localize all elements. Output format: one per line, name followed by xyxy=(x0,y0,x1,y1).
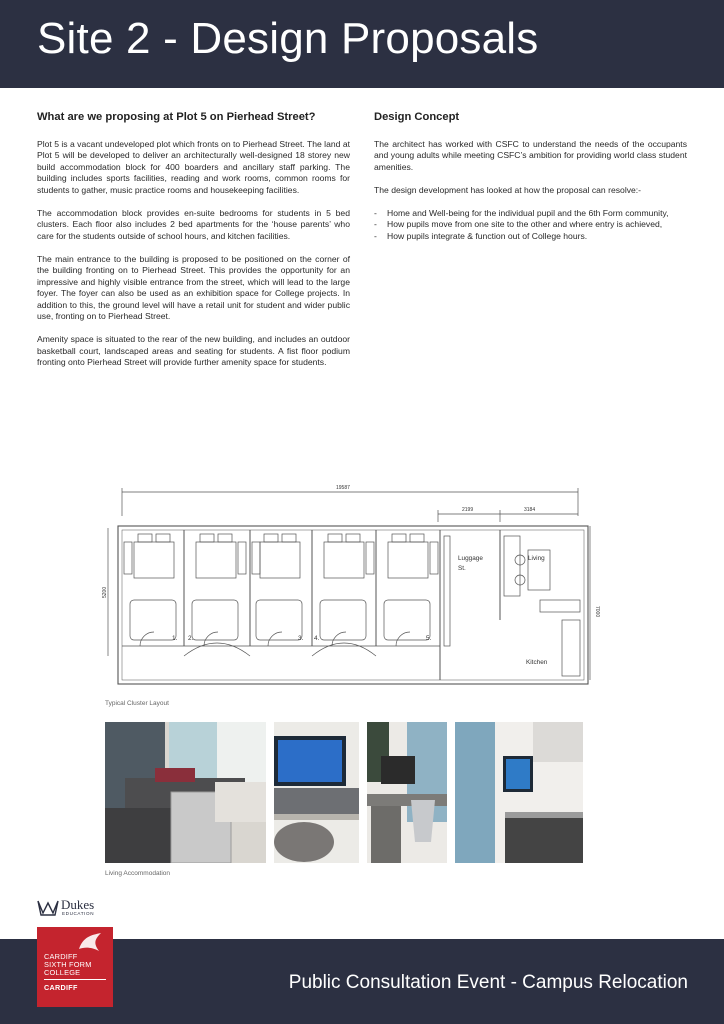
dukes-crown-icon xyxy=(37,897,59,917)
left-column xyxy=(37,112,350,380)
plan-room-number: 3. xyxy=(298,635,304,642)
page-title: Site 2 - Design Proposals xyxy=(37,14,539,63)
right-paragraph-2: The design development has looked at how the proposal can resolve:- xyxy=(374,184,642,195)
list-item-text: How pupils integrate & function out of College hours. xyxy=(387,230,588,241)
plan-dim-right: 7000 xyxy=(594,606,600,618)
left-paragraph-4: Amenity space is situated to the rear of the new building, and includes an outdoor basketball court, landscaped areas and seating for students. A fist floor podium fronting onto Pierhead Street will provide further amenity space for students. xyxy=(37,334,350,367)
kitchen-photo xyxy=(455,722,583,863)
dukes-subtitle: EDUCATION xyxy=(62,911,95,916)
right-column xyxy=(374,112,687,242)
cluster-floor-plan xyxy=(100,480,610,694)
college-name: CARDIFF SIXTH FORM COLLEGE xyxy=(44,952,92,978)
right-paragraph-1: The architect has worked with CSFC to understand the needs of the occupants and young adults while meeting CSFC’s ambition for providing world class student amenities. xyxy=(374,138,687,172)
plan-label-luggage-2: St. xyxy=(458,565,466,572)
left-paragraph-1: Plot 5 is a vacant undeveloped plot which fronts on to Pierhead Street. The land at Plot 5 will be developed to deliver an architecturally well-designed 18 storey new build accommodation block for 400 boarders and ancillary staff parking. The building includes sports facilities, reading and work rooms, common rooms for students to gather, music practice rooms and housekeeping facilities. xyxy=(37,138,350,195)
list-item xyxy=(374,208,687,220)
plan-label-luggage: Luggage xyxy=(458,555,483,562)
dukes-education-logo xyxy=(37,897,95,919)
left-paragraph-2: The accommodation block provides en-suite bedrooms for students in 5 bed clusters. Each floor also includes 2 bed apartments for the ‘house parents’ who care for the students outside of school hours, and kitchen facilities. xyxy=(37,207,350,241)
dukes-wordmark: Dukes xyxy=(61,897,95,912)
logo-divider xyxy=(44,979,106,980)
dash-marker: - xyxy=(374,207,377,218)
photos-caption: Living Accommodation xyxy=(105,870,171,877)
dash-marker: - xyxy=(374,230,377,241)
plan-room-number: 4. xyxy=(314,635,320,642)
plan-dim-b: 3184 xyxy=(524,507,536,513)
plan-dim-a: 2199 xyxy=(462,507,474,513)
dragon-icon xyxy=(75,931,105,953)
plan-room-number: 2. xyxy=(188,635,194,642)
right-heading: Design Concept xyxy=(374,111,460,123)
plan-dim-total: 19587 xyxy=(336,485,350,491)
plan-caption: Typical Cluster Layout xyxy=(105,700,169,707)
header-banner xyxy=(0,0,724,88)
plan-label-living: Living xyxy=(528,555,545,562)
dash-marker: - xyxy=(374,219,377,229)
plan-room-number: 1. xyxy=(172,635,178,642)
left-heading: What are we proposing at Plot 5 on Pierhead Street? xyxy=(37,111,316,123)
list-item xyxy=(374,219,687,231)
list-item-text: Home and Well-being for the individual pupil and the 6th Form community, xyxy=(387,207,669,218)
list-item xyxy=(374,231,687,243)
plan-room-number: 5. xyxy=(426,635,432,642)
list-item-text: How pupils move from one site to the other and where entry is achieved, xyxy=(387,219,663,229)
footer-title: Public Consultation Event - Campus Relocation xyxy=(288,972,688,993)
plan-label-kitchen: Kitchen xyxy=(526,659,548,666)
study-room-photo-1 xyxy=(274,722,359,863)
concept-list xyxy=(374,208,687,243)
college-city: CARDIFF xyxy=(44,983,78,992)
plan-dim-left: 5200 xyxy=(102,586,108,598)
left-paragraph-3: The main entrance to the building is proposed to be positioned on the corner of the building fronting on to Pierhead Street. This provides the opportunity for an impressive and highly visible entrance from the street, which will lead to the large foyer. The foyer can also be used as an exhibition space for College projects. In addition to this, the ground level will have a retail unit for student and wider public use, fronting on to Pierhead Street. xyxy=(37,253,350,321)
study-room-photo-2 xyxy=(367,722,447,863)
bedroom-photo xyxy=(105,722,266,863)
cardiff-sixth-form-college-logo xyxy=(37,927,113,1007)
